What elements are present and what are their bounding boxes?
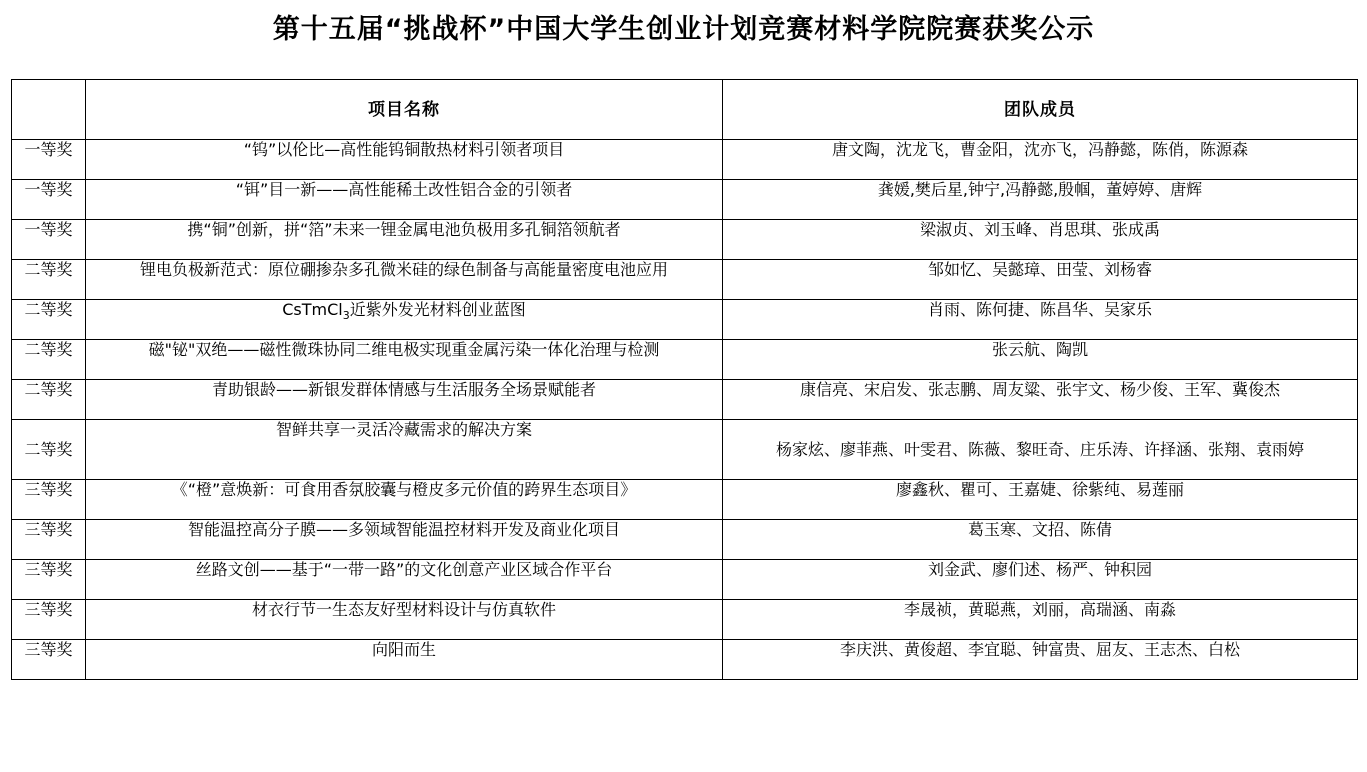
table-row [12,380,1358,420]
project-name: 青助银龄——新银发群体情感与生活服务全场景赋能者 [86,380,723,420]
table-row [12,520,1358,560]
header-project-name: 项目名称 [86,80,723,140]
page-title: 第十五届“挑战杯”中国大学生创业计划竞赛材料学院院赛获奖公示 [272,14,1095,45]
team-members: 唐文陶，沈龙飞，曹金阳，沈亦飞，冯静懿，陈俏，陈源森 [723,140,1358,180]
award-level: 三等奖 [12,600,86,640]
award-level: 二等奖 [12,420,86,480]
award-level: 二等奖 [12,340,86,380]
project-name: 智能温控高分子膜——多领域智能温控材料开发及商业化项目 [86,520,723,560]
project-name: 向阳而生 [86,640,723,680]
project-name: 材衣行节一生态友好型材料设计与仿真软件 [86,600,723,640]
team-members: 梁淑贞、刘玉峰、肖思琪、张成禹 [723,220,1358,260]
award-level: 三等奖 [12,480,86,520]
award-level: 一等奖 [12,140,86,180]
project-name: 丝路文创——基于“一带一路”的文化创意产业区域合作平台 [86,560,723,600]
team-members: 龚媛,樊后星,钟宁,冯静懿,殷帼，董婷婷、唐辉 [723,180,1358,220]
project-name: “钨”以伦比—高性能钨铜散热材料引领者项目 [86,140,723,180]
project-name: 智鲜共享一灵活冷藏需求的解决方案 [86,420,723,480]
table-row [12,420,1358,480]
table-row [12,220,1358,260]
team-members: 廖鑫秋、瞿可、王嘉婕、徐紫纯、易莲丽 [723,480,1358,520]
table-row [12,480,1358,520]
table-row [12,640,1358,680]
award-level: 一等奖 [12,220,86,260]
team-members: 刘金武、廖们述、杨严、钟积园 [723,560,1358,600]
award-level: 二等奖 [12,260,86,300]
team-members: 邹如忆、吴懿璋、田莹、刘杨睿 [723,260,1358,300]
formula-subscript: 3 [342,309,350,323]
header-team-members: 团队成员 [723,80,1358,140]
table-header-row [12,80,1358,140]
table-row [12,340,1358,380]
table-row [12,600,1358,640]
team-members: 葛玉寒、文招、陈倩 [723,520,1358,560]
project-name-rest: 近紫外发光材料创业蓝图 [349,300,526,319]
award-level: 三等奖 [12,520,86,560]
table-row [12,260,1358,300]
table-row [12,140,1358,180]
header-award [12,80,86,140]
project-name: “铒”目一新——高性能稀土改性铝合金的引领者 [86,180,723,220]
team-members: 张云航、陶凯 [723,340,1358,380]
project-name: 锂电负极新范式：原位硼掺杂多孔微米硅的绿色制备与高能量密度电池应用 [86,260,723,300]
award-level: 三等奖 [12,640,86,680]
project-name: 携“铜”创新，拼“箔”未来一锂金属电池负极用多孔铜箔领航者 [86,220,723,260]
table-row [12,180,1358,220]
project-name [86,300,723,340]
team-members: 李庆洪、黄俊超、李宜聪、钟富贵、屈友、王志杰、白松 [723,640,1358,680]
formula-text: CsTmCl [282,300,343,319]
project-name: 《“橙”意焕新：可食用香氛胶囊与橙皮多元价值的跨界生态项目》 [86,480,723,520]
award-level: 一等奖 [12,180,86,220]
project-name: 磁"铋"双绝——磁性微珠协同二维电极实现重金属污染一体化治理与检测 [86,340,723,380]
team-members: 肖雨、陈何捷、陈昌华、吴家乐 [723,300,1358,340]
team-members: 杨家炫、廖菲燕、叶雯君、陈薇、黎旺奇、庄乐涛、许择涵、张翔、袁雨婷 [723,420,1358,480]
team-members: 康信亮、宋启发、张志鹏、周友粱、张宇文、杨少俊、王军、冀俊杰 [723,380,1358,420]
table-row [12,300,1358,340]
award-level: 三等奖 [12,560,86,600]
award-level: 二等奖 [12,300,86,340]
award-table [11,79,1358,680]
award-level: 二等奖 [12,380,86,420]
team-members: 李晟祯，黄聪燕，刘丽，高瑞涵、南淼 [723,600,1358,640]
table-row [12,560,1358,600]
